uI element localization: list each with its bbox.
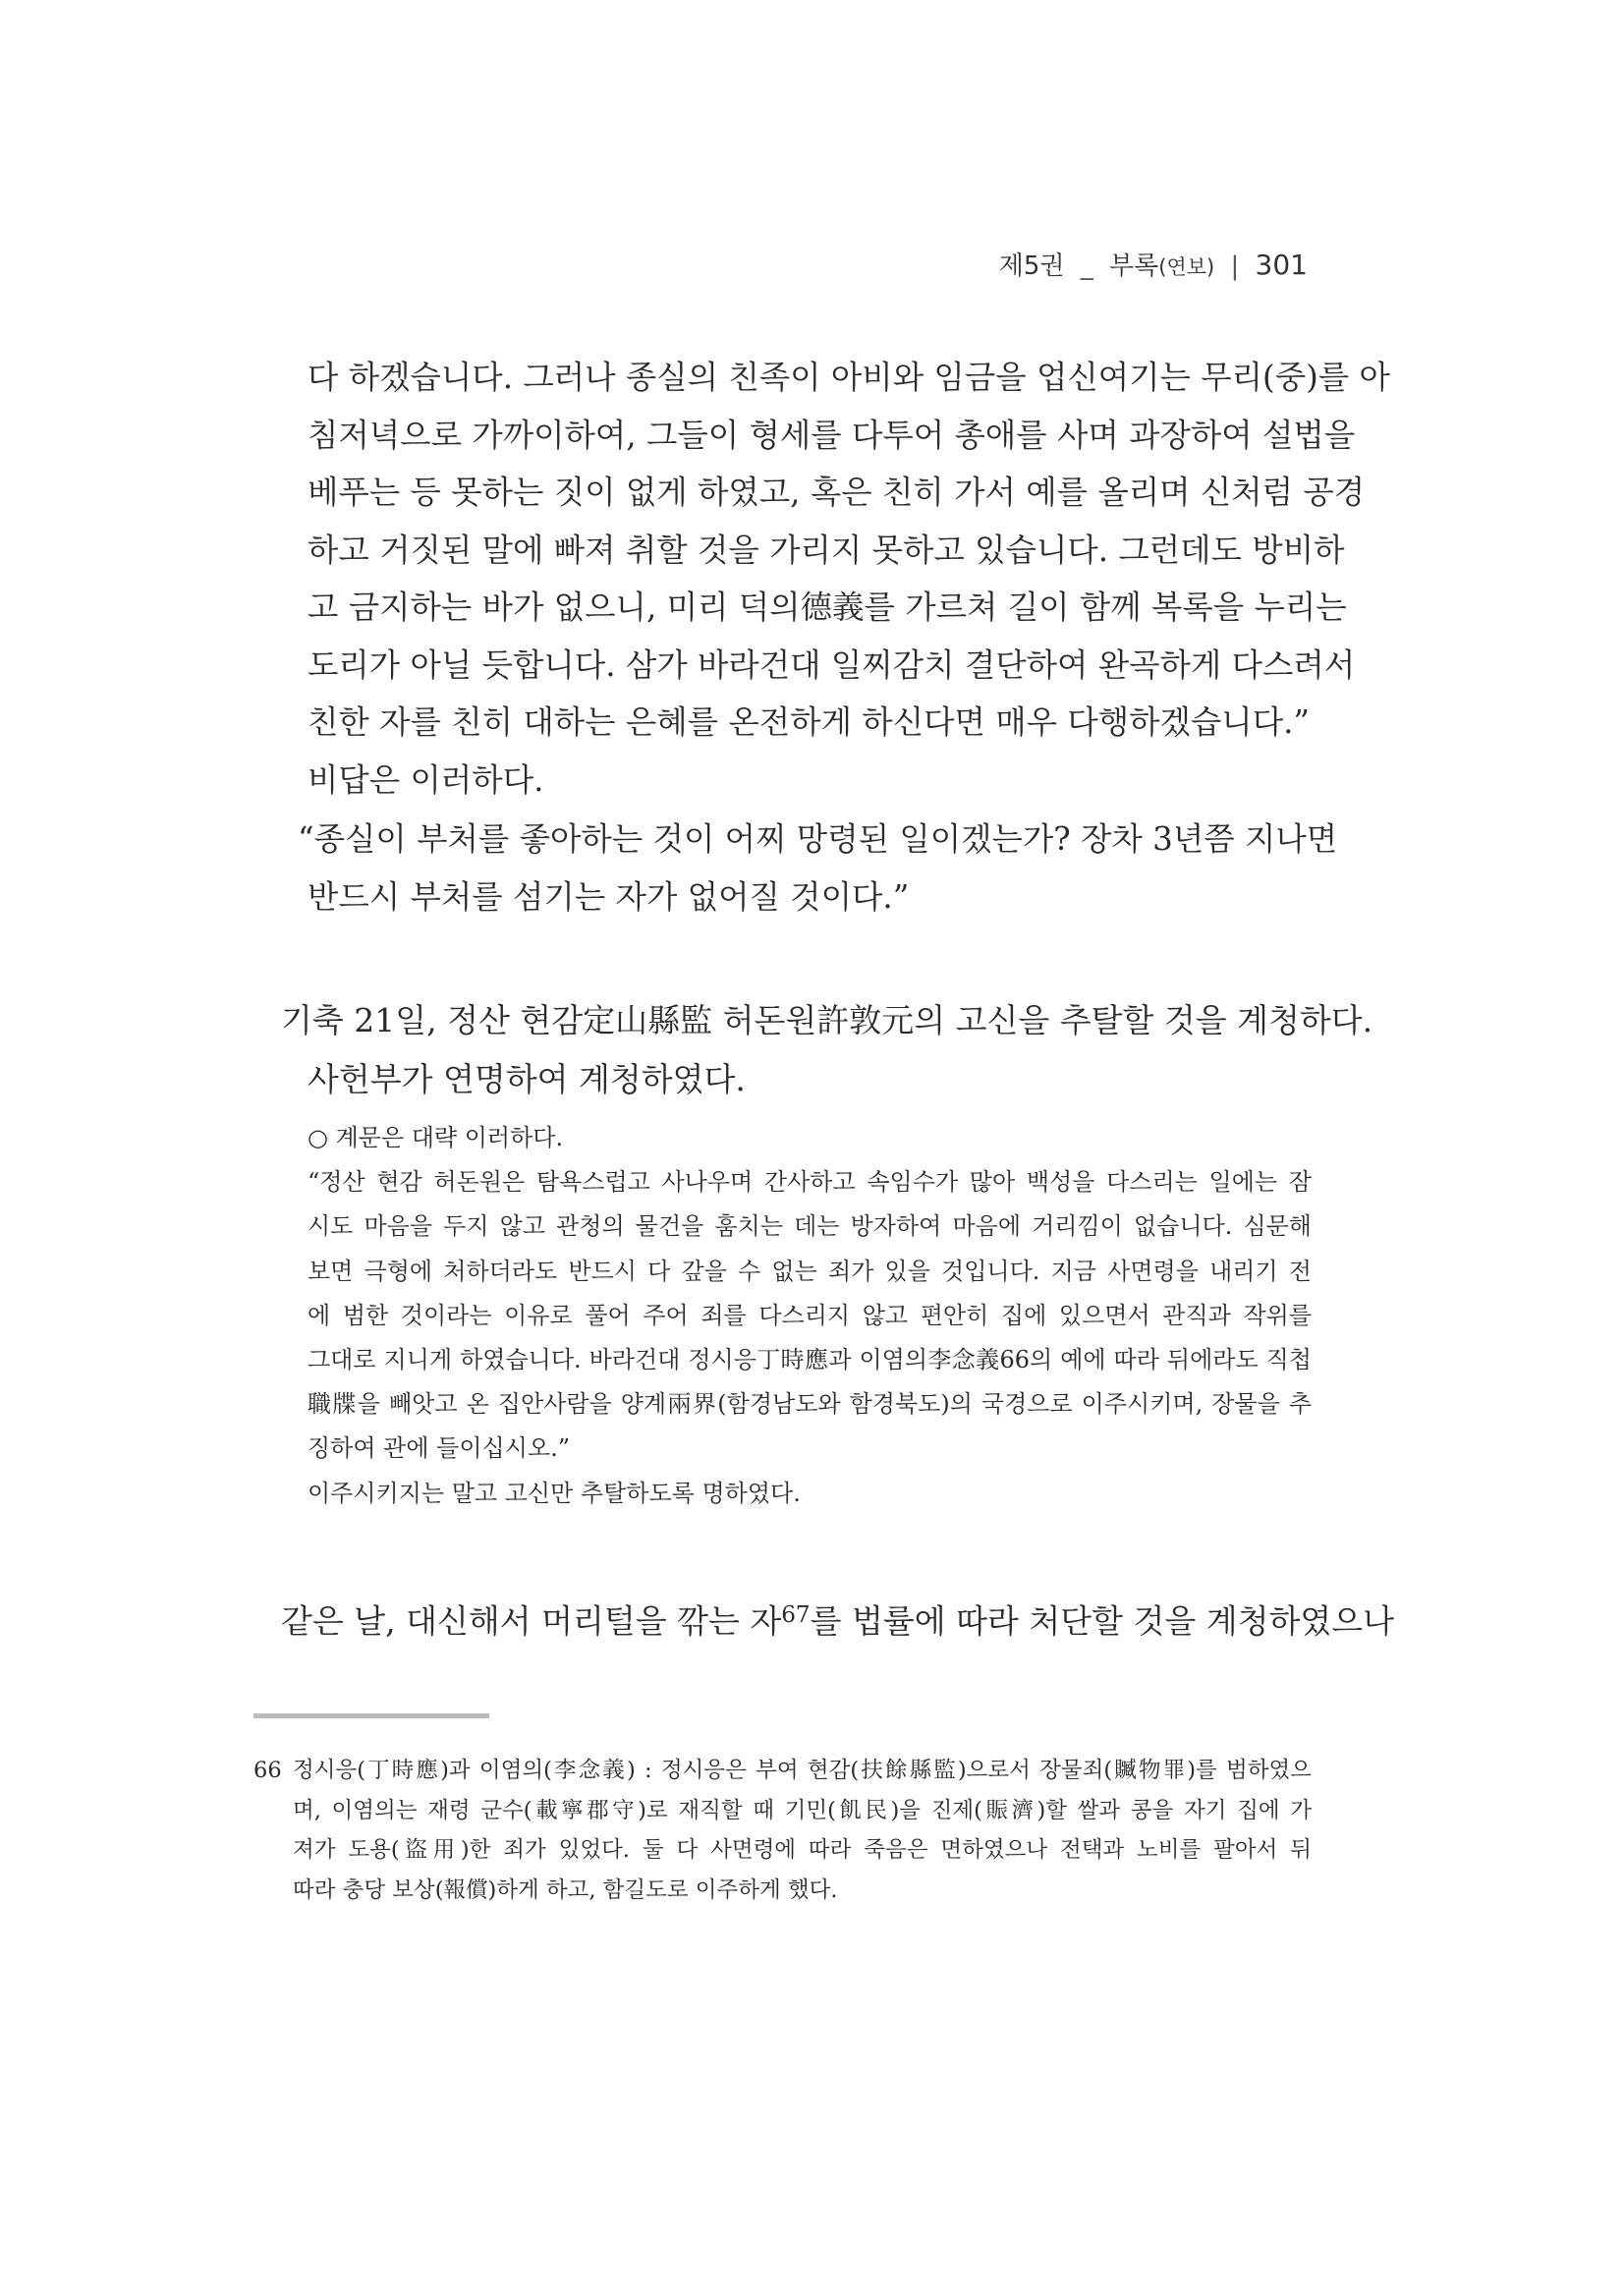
- text-line: 에 범한 것이라는 이유로 풀어 주어 죄를 다스리지 않고 편안히 집에 있으면서 관직과 작위를: [308, 1301, 1312, 1329]
- header-section-sub: (연보): [1158, 255, 1215, 279]
- text-line: 징하여 관에 들이십시오.”: [308, 1434, 570, 1463]
- text-line: 職牒을 빼앗고 온 집안사람을 양계兩界(함경남도와 함경북도)의 국경으로 이주시키며, 장물을 추: [308, 1390, 1312, 1419]
- footnote-text: 정시응(丁時應)과 이염의(李念義) : 정시응은 부여 현감(扶餘縣監)으로서 장물죄(贓物罪)를 범하였으: [293, 1758, 1312, 1783]
- text-line: 다 하겠습니다. 그러나 종실의 친족이 아비와 임금을 업신여기는 무리(중)를 아: [308, 359, 1390, 396]
- page-number: 301: [1255, 249, 1308, 281]
- text-line: 고 금지하는 바가 없으니, 미리 덕의德義를 가르쳐 길이 함께 복록을 누리는: [308, 588, 1347, 626]
- paragraph-continued: [308, 349, 1390, 809]
- note-intro: ○ 계문은 대략 이러하다.: [308, 1124, 564, 1151]
- header-section: 부록: [1109, 252, 1159, 281]
- footnote-line: 따라 충당 보상(報償)하게 하고, 함길도로 이주하게 했다.: [293, 1876, 838, 1903]
- text-line: 보면 극형에 처하더라도 반드시 다 갚을 수 없는 죄가 있을 것입니다. 지금 사면령을 내리기 전: [308, 1257, 1312, 1285]
- footnote-66: [253, 1751, 1312, 1910]
- running-header: [999, 246, 1308, 282]
- text-line: “정산 현감 허돈원은 탐욕스럽고 사나우며 간사하고 속임수가 많아 백성을 다스리는 일에는 잠: [308, 1168, 1312, 1197]
- header-volume: 제5권: [998, 252, 1065, 281]
- text-line: 반드시 부처를 섬기는 자가 없어질 것이다.”: [308, 877, 910, 916]
- header-separator: _: [1080, 252, 1093, 281]
- entry-title: 기축 21일, 정산 현감定山縣監 허돈원許敦元의 고신을 추탈할 것을 계청하다.: [281, 1001, 1373, 1039]
- footnote-ref-67[interactable]: 67: [781, 1602, 811, 1628]
- text-line: 침저녁으로 가까이하여, 그들이 형세를 다투어 총애를 사며 과장하여 설법을: [308, 416, 1356, 454]
- text-line: 친한 자를 친히 대하는 은혜를 온전하게 하신다면 매우 다행하겠습니다.”: [308, 703, 1311, 741]
- text-line: 베푸는 등 못하는 짓이 없게 하였고, 혹은 친히 가서 예를 올리며 신처럼 공경: [308, 474, 1366, 511]
- decision: 이주시키지는 말고 고신만 추탈하도록 명하였다.: [308, 1479, 801, 1507]
- text-line: 그대로 지니게 하였습니다. 바라건대 정시응丁時應과 이염의李念義66의 예에 따라 뒤에라도 직첩: [308, 1346, 1312, 1374]
- petition-note: [308, 1116, 1312, 1516]
- footnote-line: 져가 도용(盜用)한 죄가 있었다. 둘 다 사면령에 따라 죽음은 면하였으나 전택과 노비를 팔아서 뒤: [293, 1837, 1312, 1863]
- entry2-title-start: 같은 날, 대신해서 머리털을 깎는 자: [281, 1601, 782, 1641]
- text-line: 하고 거짓된 말에 빠져 취할 것을 가리지 못하고 있습니다. 그런데도 방비하: [308, 531, 1345, 569]
- text-line: 도리가 아닐 듯합니다. 삼가 바라건대 일찌감치 결단하여 완곡하게 다스려서: [308, 645, 1356, 684]
- entry-subtitle: 사헌부가 연명하여 계청하였다.: [308, 1060, 746, 1098]
- footnote-line: 며, 이염의는 재령 군수(載寧郡守)로 재직할 때 기민(飢民)을 진제(賑濟)할 쌀과 콩을 자기 집에 가: [293, 1797, 1312, 1823]
- entry-title-2: [281, 1587, 1394, 1650]
- royal-reply: [298, 811, 1338, 925]
- text-line: 시도 마음을 두지 않고 관청의 물건을 훔치는 데는 방자하여 마음에 거리낌이 없습니다. 심문해: [308, 1212, 1312, 1241]
- footnote-rule: [253, 1713, 489, 1718]
- header-bar: |: [1230, 252, 1240, 281]
- text-line: “종실이 부처를 좋아하는 것이 어찌 망령된 일이겠는가? 장차 3년쯤 지나면: [298, 820, 1338, 858]
- footnote-number: 66: [253, 1758, 282, 1783]
- reply-intro: 비답은 이러하다.: [308, 760, 544, 799]
- footnote-line: [253, 1751, 1312, 1791]
- entry2-title-end: 를 법률에 따라 처단할 것을 계청하였으나: [810, 1601, 1394, 1641]
